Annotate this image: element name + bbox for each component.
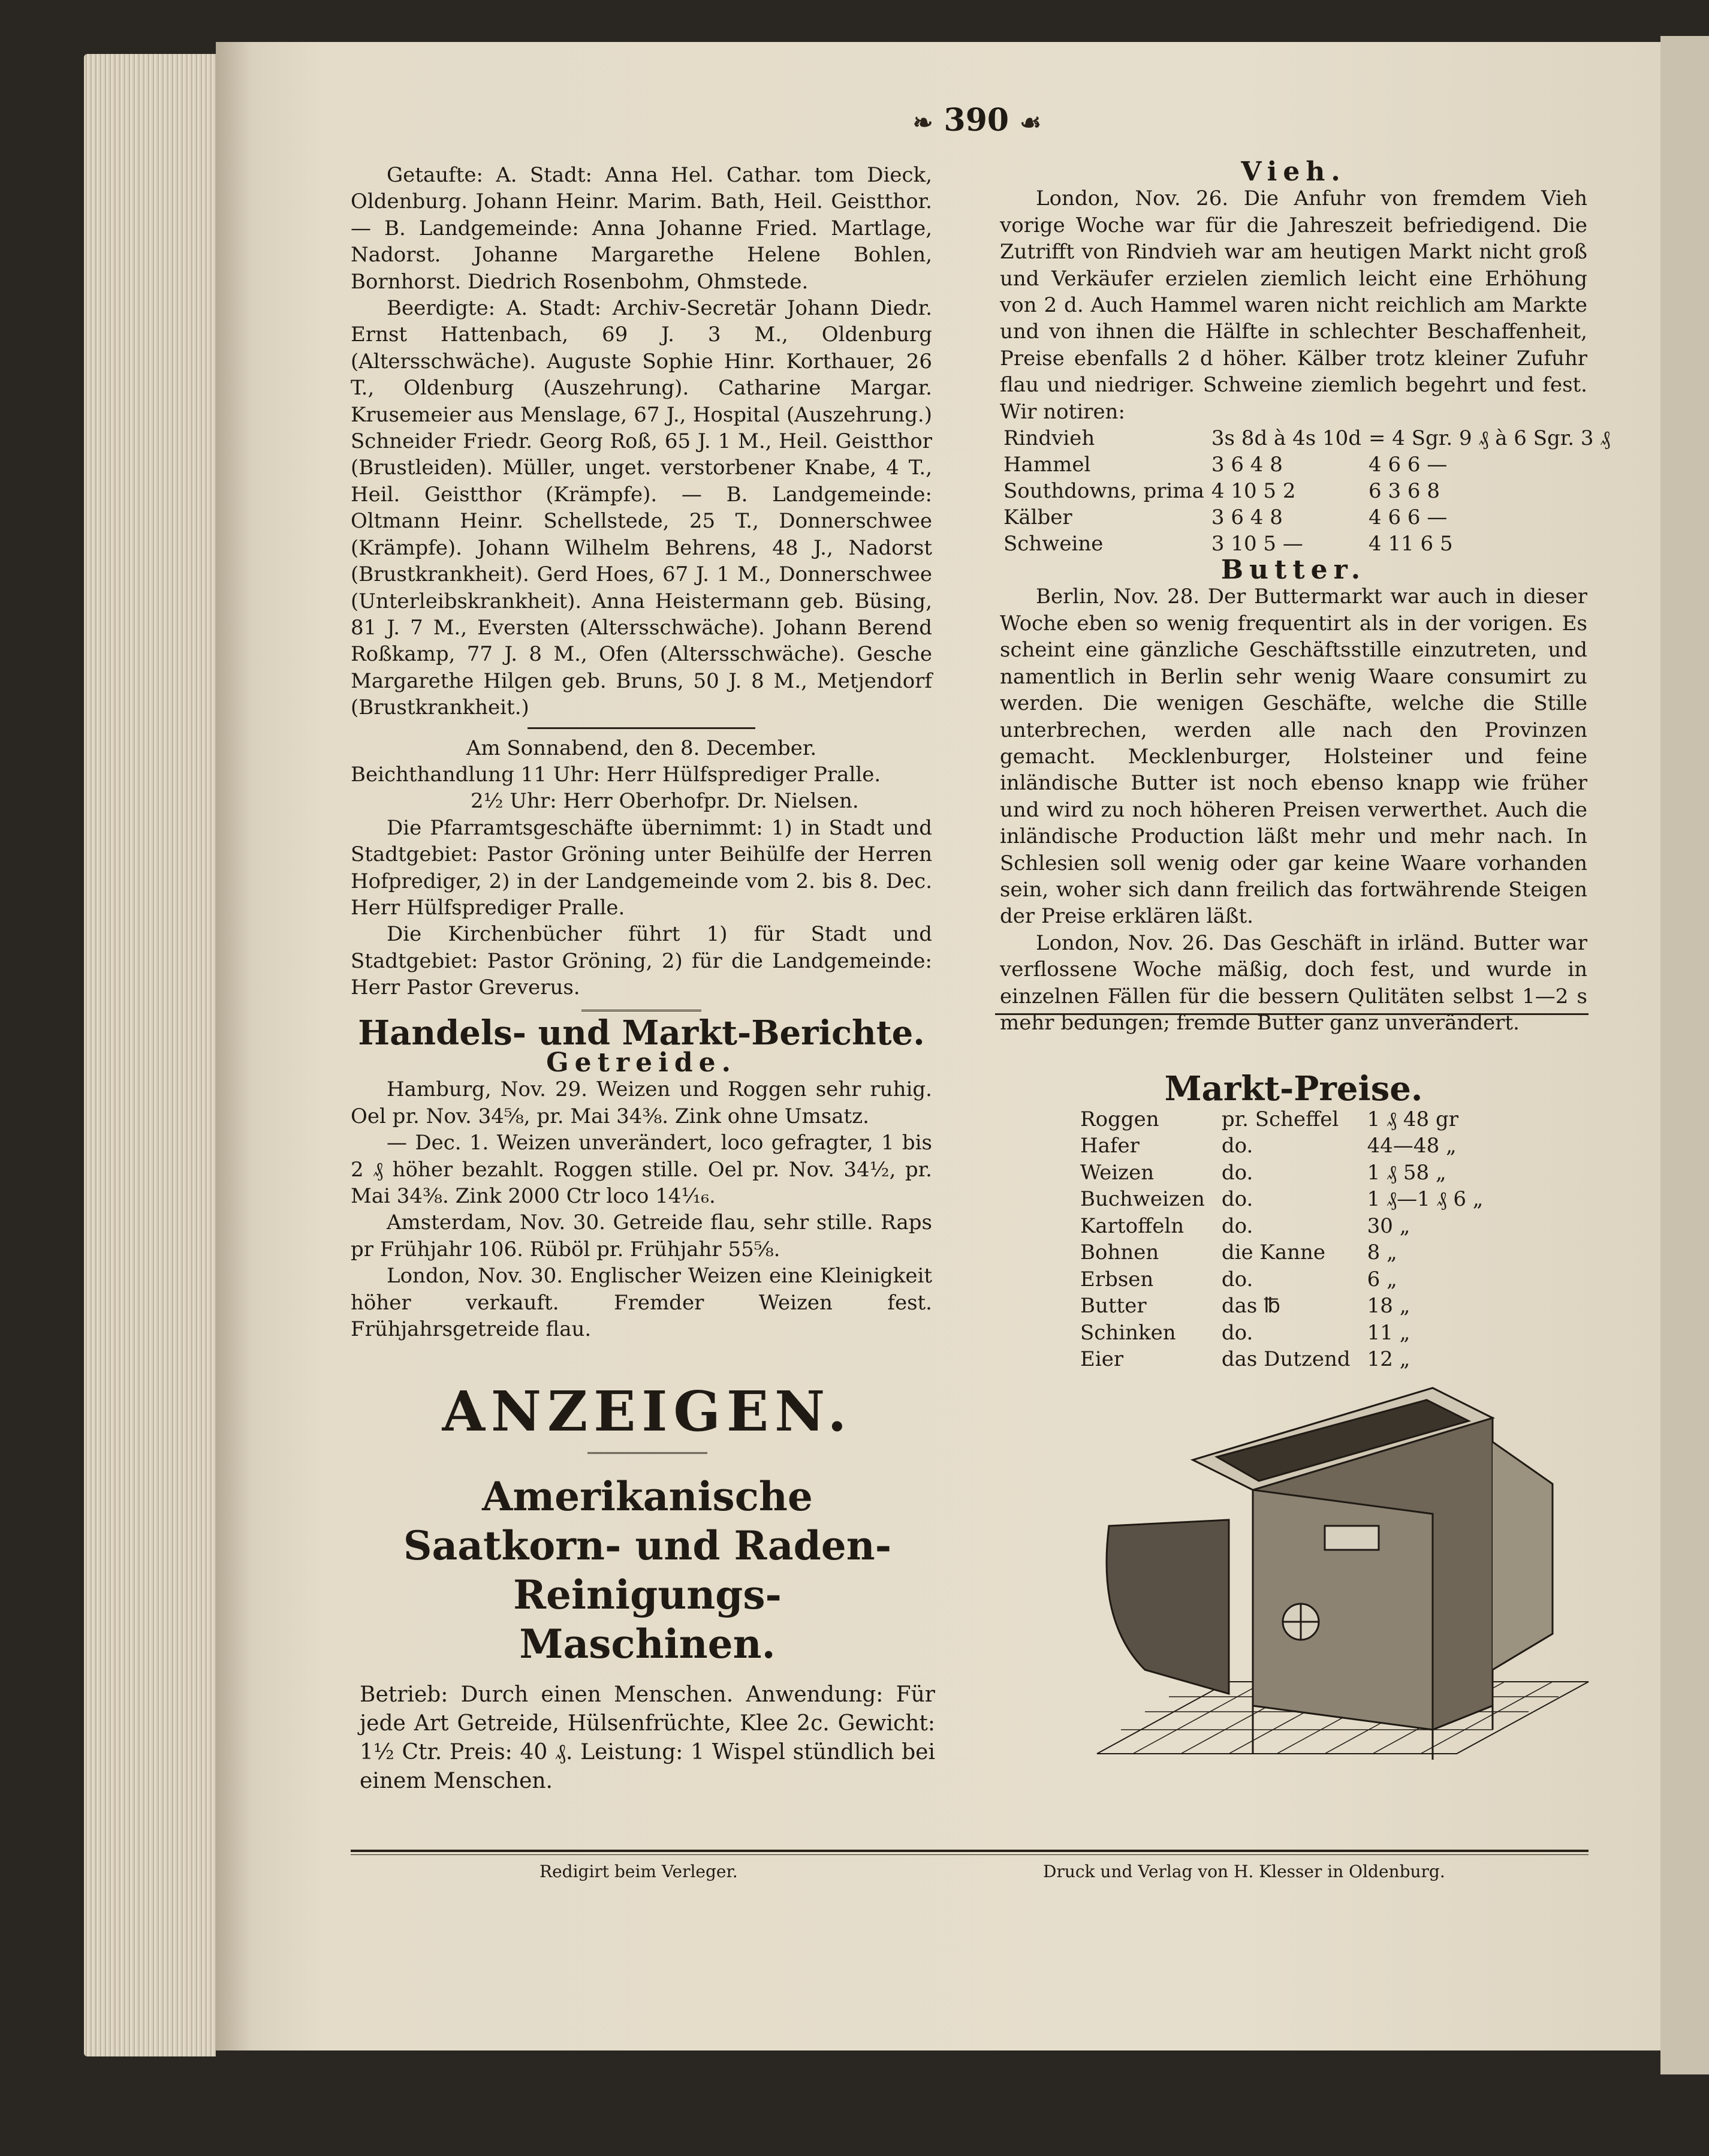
pfarramt-paragraph: Die Pfarramtsgeschäfte übernimmt: 1) in Stadt und Stadtgebiet: Pastor Gröning unter Beihülfe der Herren Hofprediger, 2) in der Landgemeinde vom 2. bis 8. Dec. Herr Hülfsprediger Pralle. bbox=[351, 815, 932, 920]
markt-title: Markt-Preise. bbox=[1164, 1069, 1423, 1109]
london-paragraph: London, Nov. 30. Englischer Weizen eine Kleinigkeit höher verkauft. Fremder Weizen fest. Frühjahrsgetreide flau. bbox=[351, 1264, 932, 1342]
markt-row bbox=[1072, 1106, 1491, 1133]
dec1-paragraph: — Dec. 1. Weizen unverändert, loco gefragter, 1 bis 2 ₰ höher bezahlt. Roggen stille. Oel pr. Nov. 34½, pr. Mai 34⅜. Zink 2000 Ctr loco 14¹⁄₁₆. bbox=[351, 1131, 932, 1209]
markt-unit: das ℔ bbox=[1221, 1294, 1280, 1318]
right-column bbox=[1000, 156, 1611, 1373]
markt-row bbox=[1072, 1266, 1491, 1293]
markt-row bbox=[1072, 1160, 1491, 1187]
markt-item: Hafer bbox=[1080, 1134, 1140, 1158]
markt-item: Roggen bbox=[1080, 1107, 1159, 1131]
divider bbox=[528, 727, 755, 729]
vieh-price-shilling: 4 10 5 2 bbox=[1211, 479, 1296, 504]
markt-row bbox=[1072, 1133, 1491, 1160]
vieh-title: Vieh. bbox=[1241, 156, 1346, 187]
vieh-row bbox=[1000, 478, 1614, 504]
amsterdam-paragraph: Amsterdam, Nov. 30. Getreide flau, sehr stille. Raps pr Frühjahr 106. Rüböl pr. Frühjahr 55⅝. bbox=[351, 1211, 932, 1261]
vieh-animal: Southdowns, prima bbox=[1003, 479, 1204, 504]
markt-unit: do. bbox=[1221, 1134, 1253, 1158]
column-divider bbox=[995, 1013, 1589, 1015]
markt-price: 1 ₰ 58 „ bbox=[1367, 1160, 1446, 1185]
getaufte-paragraph: Getaufte: A. Stadt: Anna Hel. Cathar. tom Dieck, Oldenburg. Johann Heinr. Marim. Bath, Heil. Geistthor. — B. Landgemeinde: Anna Johanne Fried. Martlage, Nadorst. Johanne Margarethe Helene Bohlen, Bornhorst. Diedrich Rosenbohm, Ohmstede. bbox=[351, 163, 932, 294]
vieh-price-sgr: 4 11 6 5 bbox=[1369, 532, 1453, 556]
hamburg-paragraph: Hamburg, Nov. 29. Weizen und Roggen sehr ruhig. Oel pr. Nov. 34⅝, pr. Mai 34⅜. Zink ohne Umsatz. bbox=[351, 1077, 932, 1128]
handels-title: Handels- und Markt-Berichte. bbox=[358, 1013, 925, 1053]
markt-unit: do. bbox=[1221, 1320, 1253, 1345]
footer-redaktion: Redigirt beim Verleger. bbox=[539, 1862, 738, 1881]
markt-row bbox=[1072, 1346, 1491, 1373]
vieh-paragraph: London, Nov. 26. Die Anfuhr von fremdem Vieh vorige Woche war für die Jahreszeit befriedigend. Die Zutrifft von Rindvieh war am heutigen Markt nicht groß und Verkäufer erzielen ziemlich leicht eine Erhöhung von 2 d. Auch Hammel waren nicht reichlich am Markte und von ihnen die Hälfte in schlechter Beschaffenheit, Preise ebenfalls 2 d höher. Kälber trotz kleiner Zufuhr flau und niedriger. Schweine ziemlich begehrt und fest. Wir notiren: bbox=[1000, 186, 1587, 424]
butter-berlin-paragraph: Berlin, Nov. 28. Der Buttermarkt war auch in dieser Woche eben so wenig frequentirt als in der vorigen. Es scheint eine gänzliche Geschäftsstille einzutreten, und namentlich in Berlin sehr wenig Waare consumirt zu werden. Die wenigen Geschäfte, welche die Stille unterbrechen, werden alle nach den Provinzen gemacht. Mecklenburger, Holsteiner und feine inländische Butter ist noch ebenso knapp wie früher und wird zu noch höheren Preisen verwerthet. Auch die inländische Production läßt mehr und mehr nach. In Schlesien soll wenig oder gar keine Waare vorhanden sein, woher sich dann freilich das fortwährende Steigen der Preise erklären läßt. bbox=[1000, 585, 1587, 929]
left-column bbox=[351, 162, 932, 1342]
vieh-price-sgr: 4 6 6 — bbox=[1369, 453, 1448, 477]
vieh-animal: Schweine bbox=[1003, 532, 1104, 556]
book-page-edges bbox=[84, 54, 216, 2056]
vieh-table bbox=[1000, 425, 1614, 557]
footer-rule-thin bbox=[351, 1854, 1589, 1855]
page-header bbox=[875, 102, 1079, 138]
markt-row bbox=[1072, 1293, 1491, 1320]
butter-london-paragraph: London, Nov. 26. Das Geschäft in irländ. Butter war verflossene Woche mäßig, doch fest, und wurde in einzelnen Fällen für die bessern Qulitäten selbst 1—2 s mehr bedungen; fremde Butter ganz unverändert. bbox=[1000, 931, 1587, 1035]
ornament-left-icon: ❧ bbox=[912, 109, 933, 137]
anzeigen-section bbox=[360, 1379, 935, 1796]
markt-item: Weizen bbox=[1080, 1160, 1155, 1185]
markt-price: 1 ₰—1 ₰ 6 „ bbox=[1367, 1187, 1484, 1212]
markt-item: Schinken bbox=[1080, 1320, 1176, 1345]
markt-row bbox=[1072, 1320, 1491, 1347]
divider bbox=[581, 1010, 701, 1011]
markt-unit: die Kanne bbox=[1221, 1240, 1326, 1265]
markt-unit: das Dutzend bbox=[1221, 1347, 1351, 1372]
footer-rule bbox=[351, 1850, 1589, 1852]
markt-unit: do. bbox=[1221, 1213, 1253, 1238]
vieh-price-sgr: = 4 Sgr. 9 ₰ à 6 Sgr. 3 ₰ bbox=[1369, 426, 1611, 451]
markt-item: Erbsen bbox=[1080, 1267, 1154, 1291]
vieh-animal: Kälber bbox=[1003, 505, 1072, 530]
beichte-line-1: Beichthandlung 11 Uhr: Herr Hülfsprediger Pralle. bbox=[351, 762, 881, 787]
markt-item: Eier bbox=[1080, 1347, 1124, 1372]
beerdigte-paragraph: Beerdigte: A. Stadt: Archiv-Secretär Johann Diedr. Ernst Hattenbach, 69 J. 3 M., Oldenburg (Altersschwäche). Auguste Sophie Hinr. Korthauer, 26 T., Oldenburg (Auszehrung). Catharine Margar. Krusemeier aus Menslage, 67 J., Hospital (Auszehrung.) Schneider Friedr. Georg Roß, 65 J. 1 M., Heil. Geistthor (Brustleiden). Müller, unget. verstorbener Knabe, 4 T., Heil. Geistthor (Krämpfe). — B. Landgemeinde: Oltmann Heinr. Schellstede, 25 T., Donnerschwee (Krämpfe). Johann Wilhelm Behrens, 48 J., Nadorst (Brustkrankheit). Gerd Hoes, 67 J. 1 M., Donnerschwee (Unterleibskrankheit). Anna Heistermann geb. Büsing, 81 J. 7 M., Eversten (Altersschwäche). Johann Berend Roßkamp, 77 J. 8 M., Ofen (Altersschwäche). Gesche Margarethe Hilgen geb. Bruns, 50 J. 8 M., Metjendorf (Brustkrankheit.) bbox=[351, 296, 932, 720]
sonnabend-line: Am Sonnabend, den 8. December. bbox=[466, 736, 817, 760]
markt-price: 1 ₰ 48 gr bbox=[1367, 1107, 1459, 1131]
markt-unit: do. bbox=[1221, 1267, 1253, 1291]
markt-row bbox=[1072, 1213, 1491, 1240]
vieh-row bbox=[1000, 504, 1614, 531]
ad-headline-2: Saatkorn- und Raden-Reinigungs- bbox=[403, 1522, 892, 1618]
page-number: 390 bbox=[944, 102, 1009, 138]
markt-unit: pr. Scheffel bbox=[1221, 1107, 1339, 1131]
vieh-price-shilling: 3 10 5 — bbox=[1211, 532, 1303, 556]
vieh-animal: Rindvieh bbox=[1003, 426, 1095, 451]
ornament-right-icon: ☙ bbox=[1020, 109, 1042, 137]
beichte-line-2: 2½ Uhr: Herr Oberhofpr. Dr. Nielsen. bbox=[471, 789, 859, 814]
markt-unit: do. bbox=[1221, 1160, 1253, 1185]
markt-item: Buchweizen bbox=[1080, 1187, 1205, 1212]
ad-body: Betrieb: Durch einen Menschen. Anwendung: Für jede Art Getreide, Hülsenfrüchte, Klee 2c. Gewicht: 1½ Ctr. Preis: 40 ₰. Leistung: 1 Wispel stündlich bei einem Menschen. bbox=[360, 1682, 935, 1793]
markt-table bbox=[1072, 1106, 1491, 1373]
markt-price: 8 „ bbox=[1367, 1240, 1397, 1265]
markt-unit: do. bbox=[1221, 1187, 1253, 1212]
vieh-price-sgr: 4 6 6 — bbox=[1369, 505, 1448, 530]
markt-row bbox=[1072, 1186, 1491, 1213]
markt-price: 18 „ bbox=[1367, 1294, 1410, 1318]
vieh-row bbox=[1000, 531, 1614, 557]
vieh-price-shilling: 3 6 4 8 bbox=[1211, 505, 1283, 530]
markt-item: Bohnen bbox=[1080, 1240, 1159, 1265]
vieh-row bbox=[1000, 425, 1614, 451]
vieh-animal: Hammel bbox=[1003, 453, 1091, 477]
vieh-row bbox=[1000, 451, 1614, 478]
ad-headline-1: Amerikanische bbox=[482, 1473, 813, 1520]
anzeigen-title: ANZEIGEN. bbox=[442, 1379, 853, 1444]
markt-price: 30 „ bbox=[1367, 1213, 1410, 1238]
markt-price: 12 „ bbox=[1367, 1347, 1410, 1372]
markt-price: 6 „ bbox=[1367, 1267, 1397, 1291]
getreide-title: Getreide. bbox=[546, 1047, 737, 1078]
markt-price: 44—48 „ bbox=[1367, 1134, 1457, 1158]
machine-illustration-icon bbox=[1073, 1370, 1612, 1778]
vieh-price-shilling: 3s 8d à 4s 10d bbox=[1211, 426, 1362, 451]
vieh-price-sgr: 6 3 6 8 bbox=[1369, 479, 1440, 504]
facing-page-edge bbox=[1660, 36, 1709, 2074]
markt-price: 11 „ bbox=[1367, 1320, 1410, 1345]
footer-verlag: Druck und Verlag von H. Klesser in Oldenburg. bbox=[1043, 1862, 1445, 1881]
ad-headline-3: Maschinen. bbox=[519, 1621, 776, 1667]
butter-title: Butter. bbox=[1220, 555, 1367, 586]
markt-item: Butter bbox=[1080, 1294, 1147, 1318]
vieh-price-shilling: 3 6 4 8 bbox=[1211, 453, 1283, 477]
divider bbox=[587, 1452, 707, 1454]
markt-item: Kartoffeln bbox=[1080, 1213, 1184, 1238]
markt-row bbox=[1072, 1239, 1491, 1266]
kirchenbuecher-paragraph: Die Kirchenbücher führt 1) für Stadt und Stadtgebiet: Pastor Gröning, 2) für die Landgemeinde: Herr Pastor Greverus. bbox=[351, 922, 932, 1000]
